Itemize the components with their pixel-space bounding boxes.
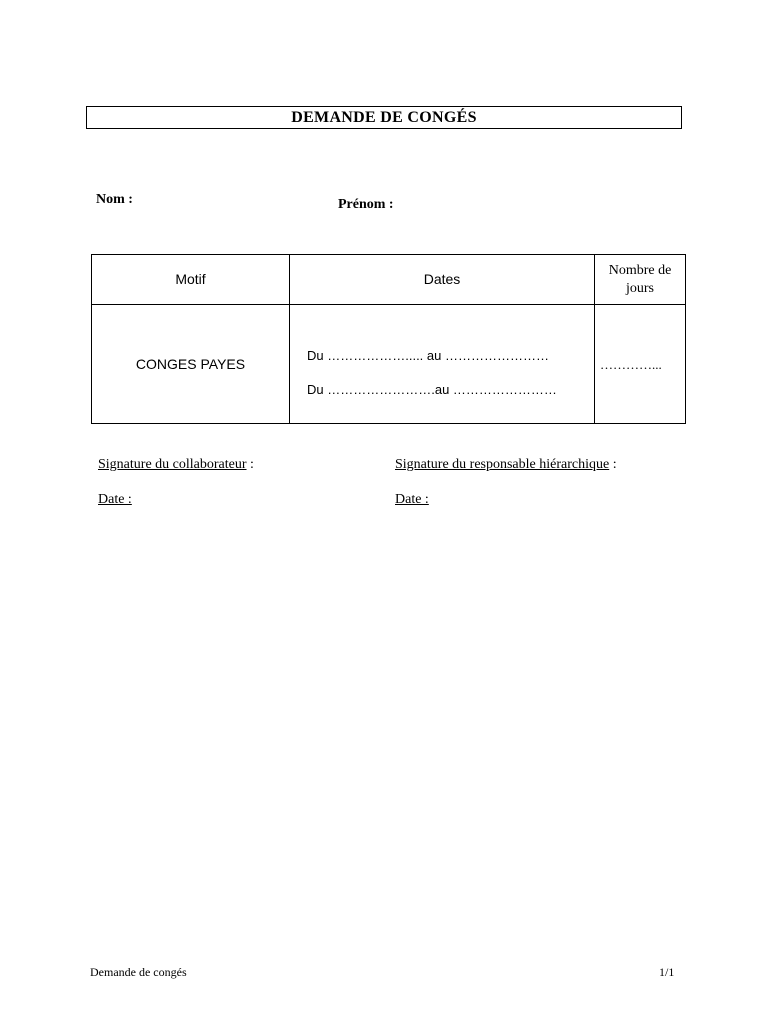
signature-responsable bbox=[395, 457, 617, 473]
document-title: DEMANDE DE CONGÉS bbox=[86, 106, 682, 129]
footer-document-name: Demande de congés bbox=[90, 965, 187, 979]
signature-collaborateur-colon: : bbox=[246, 457, 254, 472]
header-nombre-line2: jours bbox=[626, 281, 654, 296]
header-nombre-line1: Nombre de bbox=[608, 263, 672, 278]
date-collaborateur-label: Date : bbox=[98, 492, 132, 507]
date-range-line-1: Du ………………..... au …………………… bbox=[307, 348, 549, 363]
header-dates: Dates bbox=[423, 271, 461, 287]
date-range-line-2: Du …………………….au …………………… bbox=[307, 382, 557, 397]
leave-table bbox=[91, 254, 686, 424]
date-responsable-label: Date : bbox=[395, 492, 429, 507]
signature-responsable-colon: : bbox=[609, 457, 617, 472]
nom-label: Nom : bbox=[96, 192, 133, 207]
footer-page-number: 1/1 bbox=[659, 965, 675, 979]
motif-conges-payes: CONGES PAYES bbox=[135, 356, 246, 372]
nombre-jours-value: …………... bbox=[600, 357, 662, 372]
signature-responsable-label: Signature du responsable hiérarchique bbox=[395, 457, 610, 472]
header-nombre-jours bbox=[595, 262, 685, 298]
signature-collaborateur bbox=[98, 457, 254, 473]
header-motif: Motif bbox=[175, 271, 206, 287]
prenom-label: Prénom : bbox=[338, 197, 394, 212]
signature-collaborateur-label: Signature du collaborateur bbox=[98, 457, 247, 472]
